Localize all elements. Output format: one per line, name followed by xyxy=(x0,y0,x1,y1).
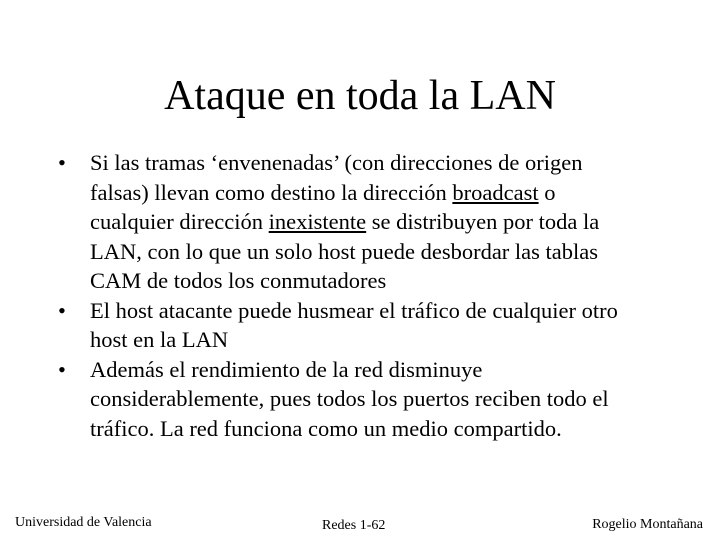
underlined-term: broadcast xyxy=(452,179,539,205)
bullet-item xyxy=(58,148,678,296)
text-segment: Además el rendimiento de la red disminuye xyxy=(90,356,483,382)
text-segment: CAM de todos los conmutadores xyxy=(90,268,387,293)
bullet-marker: • xyxy=(58,356,66,382)
text-segment: host en la LAN xyxy=(90,327,229,352)
bullet-line xyxy=(90,207,678,237)
footer-page-number: Redes 1-62 xyxy=(322,518,386,533)
bullet-line xyxy=(90,178,678,208)
bullet-line xyxy=(90,296,678,326)
bullet-item xyxy=(58,296,678,355)
underlined-term: inexistente xyxy=(268,209,367,234)
footer-institution: Universidad de Valencia xyxy=(15,515,152,530)
bullet-line xyxy=(90,414,678,444)
text-segment: El host atacante puede husmear el tráfico de cualquier otro xyxy=(90,297,618,323)
slide-title: Ataque en toda la LAN xyxy=(164,73,556,119)
bullet-line xyxy=(90,384,678,414)
text-segment: LAN, con lo que un solo host puede desbordar las tablas xyxy=(90,238,599,264)
bullet-item xyxy=(58,355,678,444)
text-segment: cualquier dirección xyxy=(90,209,269,234)
text-segment: se distribuyen por toda la xyxy=(366,209,600,234)
bullet-marker: • xyxy=(58,297,66,323)
bullet-line xyxy=(90,325,678,355)
bullet-marker: • xyxy=(58,150,66,175)
text-segment: o xyxy=(538,179,556,205)
text-segment: considerablemente, pues todos los puertos reciben todo el xyxy=(90,386,609,411)
bullet-line xyxy=(90,237,678,267)
bullet-line xyxy=(90,148,678,178)
text-segment: tráfico. La red funciona como un medio compartido. xyxy=(90,415,562,441)
footer-author: Rogelio Montañana xyxy=(592,517,703,532)
bullet-list xyxy=(58,148,678,443)
bullet-line xyxy=(90,266,678,296)
text-segment: Si las tramas ‘envenenadas’ (con direcciones de origen xyxy=(90,150,583,175)
bullet-line xyxy=(90,355,678,385)
text-segment: falsas) llevan como destino la dirección xyxy=(90,179,453,205)
